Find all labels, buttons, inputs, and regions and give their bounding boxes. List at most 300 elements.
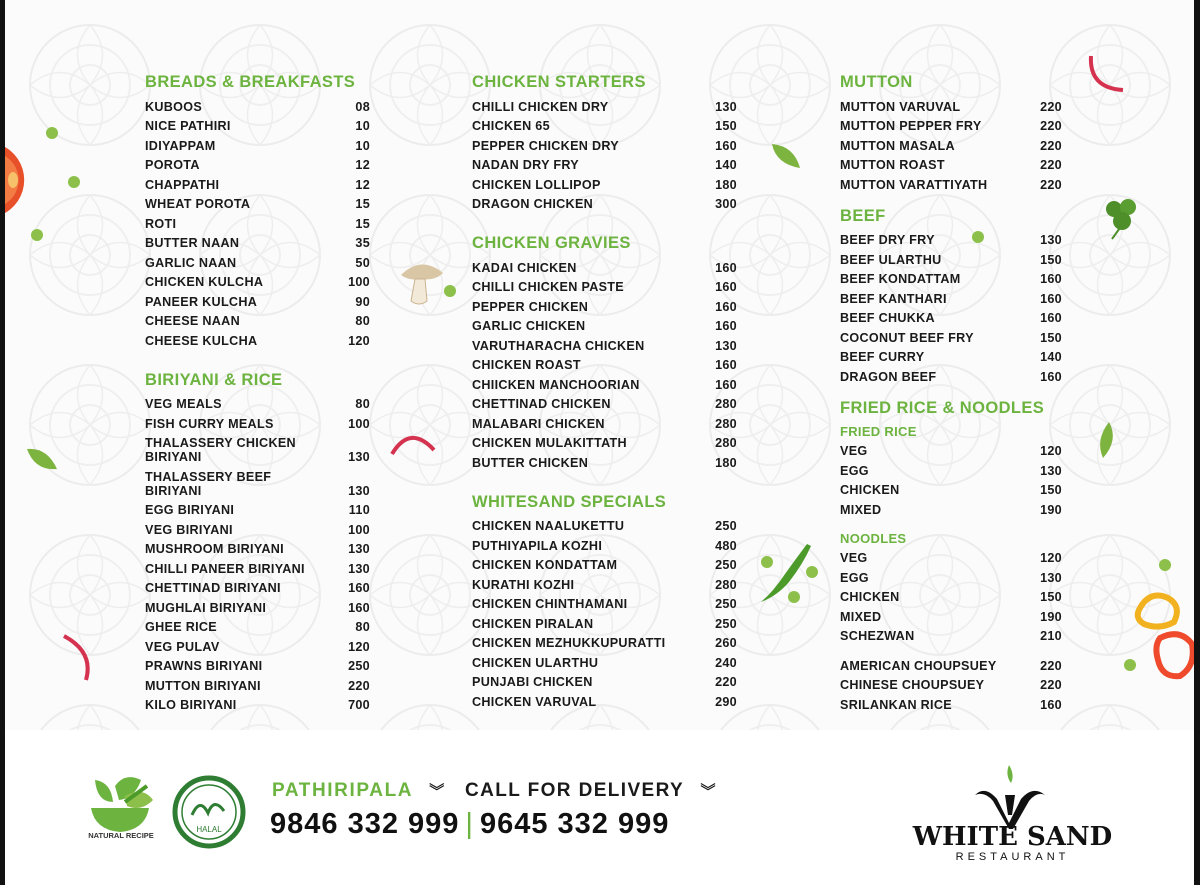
menu-item — [145, 656, 370, 676]
menu-item-name: MIXED — [840, 609, 882, 624]
menu-item-price: 130 — [1040, 570, 1062, 585]
menu-item-price: 12 — [355, 158, 370, 172]
menu-item-price: 80 — [355, 397, 370, 411]
menu-item-name: VEG — [840, 444, 868, 458]
menu-item-name: AMERICAN CHOUPSUEY — [840, 658, 997, 673]
menu-body — [5, 0, 1194, 730]
section-title-breads: BREADS & BREAKFASTS — [145, 73, 356, 91]
subsection-title-fried-rice: FRIED RICE — [840, 423, 917, 439]
menu-item-name: BEEF KANTHARI — [840, 291, 947, 306]
menu-item-name: BUTTER CHICKEN — [472, 455, 589, 470]
menu-item-price: 160 — [1040, 369, 1062, 384]
call-label: CALL FOR DELIVERY — [465, 780, 684, 801]
pea-icon — [443, 284, 457, 298]
menu-item-price: 90 — [355, 294, 370, 309]
menu-item-name: GARLIC NAAN — [145, 255, 237, 270]
menu-item-name: CHICKEN MULAKITTATH — [472, 436, 627, 450]
onion-ring-icon — [1085, 52, 1129, 96]
menu-item — [840, 327, 1062, 347]
menu-item-price: 160 — [715, 299, 737, 314]
menu-item — [145, 311, 370, 331]
menu-item-price: 260 — [715, 636, 737, 650]
menu-item-price: 220 — [1040, 177, 1062, 192]
menu-item-name: BEEF KONDATTAM — [840, 272, 961, 286]
chicken-starters-list — [472, 96, 737, 213]
menu-item-price: 190 — [1040, 609, 1062, 624]
breads-list — [145, 96, 370, 350]
menu-item-name: MUGHLAI BIRIYANI — [145, 600, 267, 615]
menu-item-name: PRAWNS BIRIYANI — [145, 659, 263, 673]
menu-item-name: BEEF DRY FRY — [840, 233, 935, 247]
menu-item — [472, 691, 737, 711]
menu-item — [472, 672, 737, 692]
menu-item — [840, 460, 1062, 480]
menu-item-price: 150 — [1040, 590, 1062, 604]
menu-item — [840, 694, 1062, 714]
menu-item-price: 15 — [355, 216, 370, 231]
menu-item — [145, 155, 370, 175]
menu-item-name: PUTHIYAPILA KOZHI — [472, 538, 603, 553]
onion-ring-icon — [388, 428, 438, 458]
menu-item — [145, 233, 370, 253]
phone-number-2[interactable]: 9645 332 999 — [479, 808, 670, 840]
menu-item-price: 150 — [1040, 483, 1062, 497]
menu-item-price: 220 — [1040, 158, 1062, 172]
menu-item-price: 250 — [715, 519, 737, 533]
menu-item — [145, 413, 370, 433]
menu-item — [472, 452, 737, 472]
menu-item-name: SCHEZWAN — [840, 629, 915, 643]
menu-item-price: 50 — [355, 255, 370, 270]
menu-item-price: 150 — [1040, 252, 1062, 267]
menu-item-name: BUTTER NAAN — [145, 236, 240, 250]
menu-item-name: POROTA — [145, 158, 200, 172]
phone-separator: | — [465, 808, 474, 840]
natural-recipe-label: NATURAL RECIPE — [88, 831, 154, 840]
menu-item-price: 140 — [1040, 350, 1062, 364]
menu-item-name: EGG — [840, 570, 869, 585]
noodles-list — [840, 548, 1062, 646]
section-title-whitesand-specials: WHITESAND SPECIALS — [472, 492, 667, 511]
menu-item-price: 10 — [355, 138, 370, 153]
biriyani-list — [145, 394, 370, 715]
menu-item-name: MUTTON VARUVAL — [840, 99, 961, 114]
menu-item — [472, 433, 737, 453]
menu-item — [840, 135, 1062, 155]
menu-item — [840, 548, 1062, 568]
menu-item — [472, 135, 737, 155]
menu-item — [472, 194, 737, 214]
menu-item-price: 300 — [715, 197, 737, 211]
pea-icon — [787, 590, 801, 604]
menu-item-name: BEEF CURRY — [840, 350, 925, 364]
menu-item-price: 130 — [715, 338, 737, 353]
menu-item — [472, 174, 737, 194]
menu-item — [472, 374, 737, 394]
menu-item-price: 290 — [715, 694, 737, 709]
menu-item-price: 150 — [1040, 330, 1062, 345]
menu-item — [840, 480, 1062, 500]
menu-item — [840, 174, 1062, 194]
menu-item-price: 120 — [1040, 444, 1062, 458]
menu-item-price: 180 — [715, 455, 737, 470]
menu-item — [145, 675, 370, 695]
mushroom-icon — [393, 255, 448, 310]
menu-item — [840, 308, 1062, 328]
menu-item — [472, 516, 737, 536]
svg-text:HALAL: HALAL — [196, 825, 222, 834]
right-border — [1194, 0, 1200, 885]
natural-recipe-icon — [85, 772, 155, 852]
menu-item-name: CHAPPATHI — [145, 177, 220, 192]
tomato-slice-icon — [5, 140, 51, 220]
menu-item-name: CHILLI CHICKEN PASTE — [472, 280, 624, 294]
menu-item-price: 150 — [715, 119, 737, 133]
menu-item — [145, 174, 370, 194]
menu-item-price: 80 — [355, 620, 370, 634]
menu-item-name: KURATHI KOZHI — [472, 577, 575, 592]
menu-item-name: CHICKEN — [840, 590, 900, 604]
menu-item-name: CHEESE KULCHA — [145, 333, 258, 348]
menu-item-price: 110 — [348, 503, 370, 517]
menu-item-price: 250 — [715, 597, 737, 611]
menu-item — [472, 155, 737, 175]
menu-item-price: 80 — [355, 314, 370, 328]
brand-subtitle: RESTAURANT — [955, 851, 1070, 863]
menu-item — [472, 257, 737, 277]
menu-item — [840, 499, 1062, 519]
menu-item — [472, 613, 737, 633]
menu-item-name: CHILLI PANEER BIRIYANI — [145, 561, 305, 576]
menu-item-name: CHICKEN KULCHA — [145, 275, 264, 289]
menu-item-name: CHICKEN CHINTHAMANI — [472, 597, 628, 611]
menu-item — [145, 695, 370, 715]
menu-item-name: BEEF ULARTHU — [840, 252, 942, 267]
menu-item-price: 160 — [715, 260, 737, 275]
menu-item-name: MUTTON BIRIYANI — [145, 678, 261, 693]
menu-item-name: KILO BIRIYANI — [145, 698, 237, 712]
menu-item-name: CHICKEN KONDATTAM — [472, 558, 618, 572]
menu-item-name: MIXED — [840, 502, 882, 517]
menu-item-price: 210 — [1040, 629, 1062, 643]
menu-item — [472, 316, 737, 336]
menu-item-name: CHETTINAD CHICKEN — [472, 397, 611, 411]
onion-ring-icon — [60, 632, 96, 684]
menu-item-name: VEG PULAV — [145, 639, 220, 654]
menu-item — [840, 366, 1062, 386]
menu-item — [145, 116, 370, 136]
menu-item-name: NICE PATHIRI — [145, 119, 231, 133]
menu-item-name: CHICKEN ULARTHU — [472, 655, 599, 670]
chevron-down-icon: ︾ — [700, 783, 717, 800]
menu-item-price: 120 — [348, 639, 370, 654]
menu-item — [840, 347, 1062, 367]
menu-item-price: 180 — [715, 177, 737, 192]
menu-item-name: IDIYAPPAM — [145, 138, 216, 153]
menu-item — [840, 441, 1062, 461]
menu-item — [145, 539, 370, 559]
menu-item — [472, 335, 737, 355]
menu-item-price: 12 — [355, 177, 370, 192]
menu-item — [145, 96, 370, 116]
section-title-mutton: MUTTON — [840, 73, 913, 91]
menu-item-name: VEG BIRIYANI — [145, 522, 233, 537]
menu-item — [145, 394, 370, 414]
menu-item-name: COCONUT BEEF FRY — [840, 330, 974, 345]
menu-item-price: 130 — [348, 561, 370, 576]
menu-item-name: MALABARI CHICKEN — [472, 416, 605, 431]
menu-item-price: 160 — [715, 358, 737, 372]
menu-item — [472, 116, 737, 136]
menu-item-price: 160 — [715, 280, 737, 294]
menu-item — [145, 558, 370, 578]
menu-item — [840, 96, 1062, 116]
menu-item — [840, 288, 1062, 308]
menu-item — [472, 394, 737, 414]
beef-list — [840, 230, 1062, 386]
menu-item-name: SRILANKAN RICE — [840, 697, 952, 712]
location-label — [272, 780, 446, 802]
menu-item — [472, 574, 737, 594]
menu-item-price: 160 — [715, 377, 737, 392]
menu-item-price: 220 — [1040, 658, 1062, 673]
menu-item-name: CHICKEN LOLLIPOP — [472, 177, 601, 192]
section-title-biriyani: BIRIYANI & RICE — [145, 370, 283, 389]
menu-item-price: 160 — [348, 581, 370, 595]
menu-item-price: 280 — [715, 436, 737, 450]
menu-item — [145, 519, 370, 539]
menu-item — [145, 213, 370, 233]
menu-item-name: PUNJABI CHICKEN — [472, 675, 593, 689]
menu-item-price: 480 — [715, 538, 737, 553]
menu-item-name: CHICKEN MEZHUKKUPURATTI — [472, 636, 666, 650]
menu-item-name: CHICKEN 65 — [472, 119, 550, 133]
menu-item — [840, 249, 1062, 269]
section-title-beef: BEEF — [840, 206, 886, 225]
menu-item — [472, 633, 737, 653]
menu-item-name: MUTTON PEPPER FRY — [840, 119, 982, 133]
menu-item-price: 35 — [355, 236, 370, 250]
menu-item-price: 130 — [715, 99, 737, 114]
menu-item-name: PEPPER CHICKEN DRY — [472, 138, 619, 153]
section-title-chicken-gravies: CHICKEN GRAVIES — [472, 234, 631, 252]
leaf-icon — [1095, 420, 1119, 460]
menu-item-name: CHICKEN — [840, 483, 900, 497]
menu-item — [840, 230, 1062, 250]
menu-item — [472, 594, 737, 614]
menu-item-price: 140 — [715, 158, 737, 172]
menu-item — [145, 252, 370, 272]
menu-item-name: KUBOOS — [145, 99, 203, 114]
halal-seal-icon — [172, 775, 246, 849]
menu-item-price: 160 — [715, 138, 737, 153]
menu-item-name: MUSHROOM BIRIYANI — [145, 542, 284, 556]
menu-item — [145, 636, 370, 656]
menu-item-price: 250 — [715, 616, 737, 631]
menu-item-price: 130 — [348, 542, 370, 556]
menu-item-name: CHILLI CHICKEN DRY — [472, 99, 609, 114]
menu-item-name: EGG BIRIYANI — [145, 503, 235, 517]
menu-item-name: GHEE RICE — [145, 620, 217, 634]
menu-item-name: ROTI — [145, 216, 177, 231]
menu-item — [472, 355, 737, 375]
menu-item-price: 08 — [355, 99, 370, 114]
pea-icon — [805, 565, 819, 579]
subsection-title-noodles: NOODLES — [840, 530, 907, 546]
menu-item-price: 15 — [355, 197, 370, 211]
menu-item-price: 220 — [1040, 99, 1062, 114]
menu-column-2 — [472, 70, 737, 711]
menu-item-name: MUTTON MASALA — [840, 138, 955, 153]
menu-item — [840, 606, 1062, 626]
phone-number-1[interactable]: 9846 332 999 — [270, 808, 460, 840]
menu-item-name: CHETTINAD BIRIYANI — [145, 581, 281, 595]
menu-item-name: MUTTON ROAST — [840, 158, 945, 172]
footer — [5, 730, 1194, 885]
menu-item-price: 160 — [348, 600, 370, 615]
menu-item-price: 220 — [348, 678, 370, 693]
menu-item-price: 100 — [348, 275, 370, 289]
menu-item — [472, 652, 737, 672]
menu-item-name: DRAGON CHICKEN — [472, 197, 594, 211]
menu-item — [145, 617, 370, 637]
menu-item-price: 190 — [1040, 502, 1062, 517]
menu-item-price: 130 — [348, 450, 370, 464]
menu-item-name: CHICKEN NAALUKETTU — [472, 519, 625, 533]
menu-item — [145, 272, 370, 292]
menu-item-price: 160 — [1040, 311, 1062, 325]
menu-item — [145, 597, 370, 617]
menu-column-3 — [840, 70, 1062, 714]
section-title-fried-rice-noodles: FRIED RICE & NOODLES — [840, 398, 1045, 417]
menu-item-price: 700 — [348, 698, 370, 712]
menu-item — [145, 433, 370, 467]
menu-item-price: 160 — [1040, 291, 1062, 306]
brand-name: WHITE SAND — [912, 822, 1113, 852]
menu-item — [840, 567, 1062, 587]
menu-item-price: 120 — [1040, 551, 1062, 565]
pea-icon — [45, 126, 59, 140]
menu-item-price: 130 — [1040, 233, 1062, 247]
menu-item — [840, 675, 1062, 695]
menu-item — [145, 578, 370, 598]
menu-item-name: PEPPER CHICKEN — [472, 299, 589, 314]
section-title-chicken-starters: CHICKEN STARTERS — [472, 73, 646, 91]
pea-icon — [30, 228, 44, 242]
phone-numbers — [270, 808, 669, 841]
menu-item-price: 160 — [1040, 272, 1062, 286]
menu-item — [145, 330, 370, 350]
menu-item-name: GARLIC CHICKEN — [472, 319, 586, 333]
menu-item-price: 280 — [715, 416, 737, 431]
menu-item — [840, 655, 1062, 675]
menu-item-name: FISH CURRY MEALS — [145, 416, 274, 431]
menu-item-name: CHICKEN PIRALAN — [472, 616, 594, 631]
menu-item-name: MUTTON VARATTIYATH — [840, 177, 988, 192]
location-text: PATHIRIPALA — [272, 780, 413, 801]
menu-column-1 — [145, 70, 370, 714]
menu-item-name: CHICKEN VARUVAL — [472, 694, 597, 709]
leaf-icon — [25, 445, 61, 475]
menu-item-price: 100 — [348, 522, 370, 537]
menu-item — [472, 296, 737, 316]
menu-item-name: THALASSERY CHICKEN BIRIYANI — [145, 436, 296, 464]
menu-item-name: CHINESE CHOUPSUEY — [840, 678, 985, 692]
menu-item-price: 220 — [1040, 119, 1062, 133]
menu-item-price: 100 — [348, 416, 370, 431]
menu-item-price: 250 — [715, 558, 737, 572]
menu-item-price: 280 — [715, 577, 737, 592]
menu-item-price: 280 — [715, 397, 737, 411]
menu-item — [472, 277, 737, 297]
menu-item — [145, 135, 370, 155]
menu-item — [840, 587, 1062, 607]
menu-item-name: DRAGON BEEF — [840, 369, 937, 384]
menu-item — [840, 626, 1062, 646]
menu-item-name: WHEAT POROTA — [145, 197, 251, 211]
menu-item-price: 130 — [348, 483, 370, 498]
call-for-delivery — [465, 780, 717, 802]
pea-icon — [1158, 558, 1172, 572]
menu-item-name: KADAI CHICKEN — [472, 260, 577, 275]
menu-item-name: VARUTHARACHA CHICKEN — [472, 338, 645, 353]
menu-item-price: 220 — [1040, 138, 1062, 153]
menu-item — [472, 96, 737, 116]
menu-item — [472, 413, 737, 433]
parsley-icon — [1100, 195, 1145, 240]
mutton-list — [840, 96, 1062, 194]
menu-item-name: EGG — [840, 463, 869, 478]
menu-item-price: 10 — [355, 119, 370, 133]
menu-item-name: CHICKEN ROAST — [472, 358, 581, 372]
menu-item-name: NADAN DRY FRY — [472, 158, 579, 172]
menu-item — [145, 194, 370, 214]
menu-item — [472, 555, 737, 575]
menu-item — [840, 269, 1062, 289]
menu-item-price: 130 — [1040, 463, 1062, 478]
menu-item-price: 160 — [715, 319, 737, 333]
menu-item-name: THALASSERY BEEF BIRIYANI — [145, 469, 272, 498]
menu-item-name: VEG — [840, 551, 868, 565]
leaf-icon — [770, 142, 802, 170]
chicken-gravies-list — [472, 257, 737, 472]
pea-icon — [67, 175, 81, 189]
menu-item-price: 160 — [1040, 697, 1062, 712]
menu-item — [472, 535, 737, 555]
menu-item-price: 220 — [1040, 678, 1062, 692]
menu-item-name: CHEESE NAAN — [145, 314, 240, 328]
whitesand-specials-list — [472, 516, 737, 711]
menu-item-price: 240 — [715, 655, 737, 670]
menu-item-price: 220 — [715, 675, 737, 689]
menu-item — [840, 155, 1062, 175]
menu-item-name: BEEF CHUKKA — [840, 311, 935, 325]
menu-item-name: CHIICKEN MANCHOORIAN — [472, 377, 640, 392]
bell-pepper-icon — [1130, 588, 1194, 688]
menu-item — [145, 291, 370, 311]
menu-item-price: 120 — [348, 333, 370, 348]
menu-item — [145, 466, 370, 500]
chinese-specials-list — [840, 655, 1062, 714]
menu-item-name: VEG MEALS — [145, 397, 222, 411]
menu-item-price: 250 — [348, 659, 370, 673]
menu-item — [145, 500, 370, 520]
pea-icon — [760, 555, 774, 569]
chevron-down-icon: ︾ — [429, 783, 446, 800]
menu-item-name: PANEER KULCHA — [145, 294, 258, 309]
fried-rice-list — [840, 441, 1062, 519]
menu-item — [840, 116, 1062, 136]
